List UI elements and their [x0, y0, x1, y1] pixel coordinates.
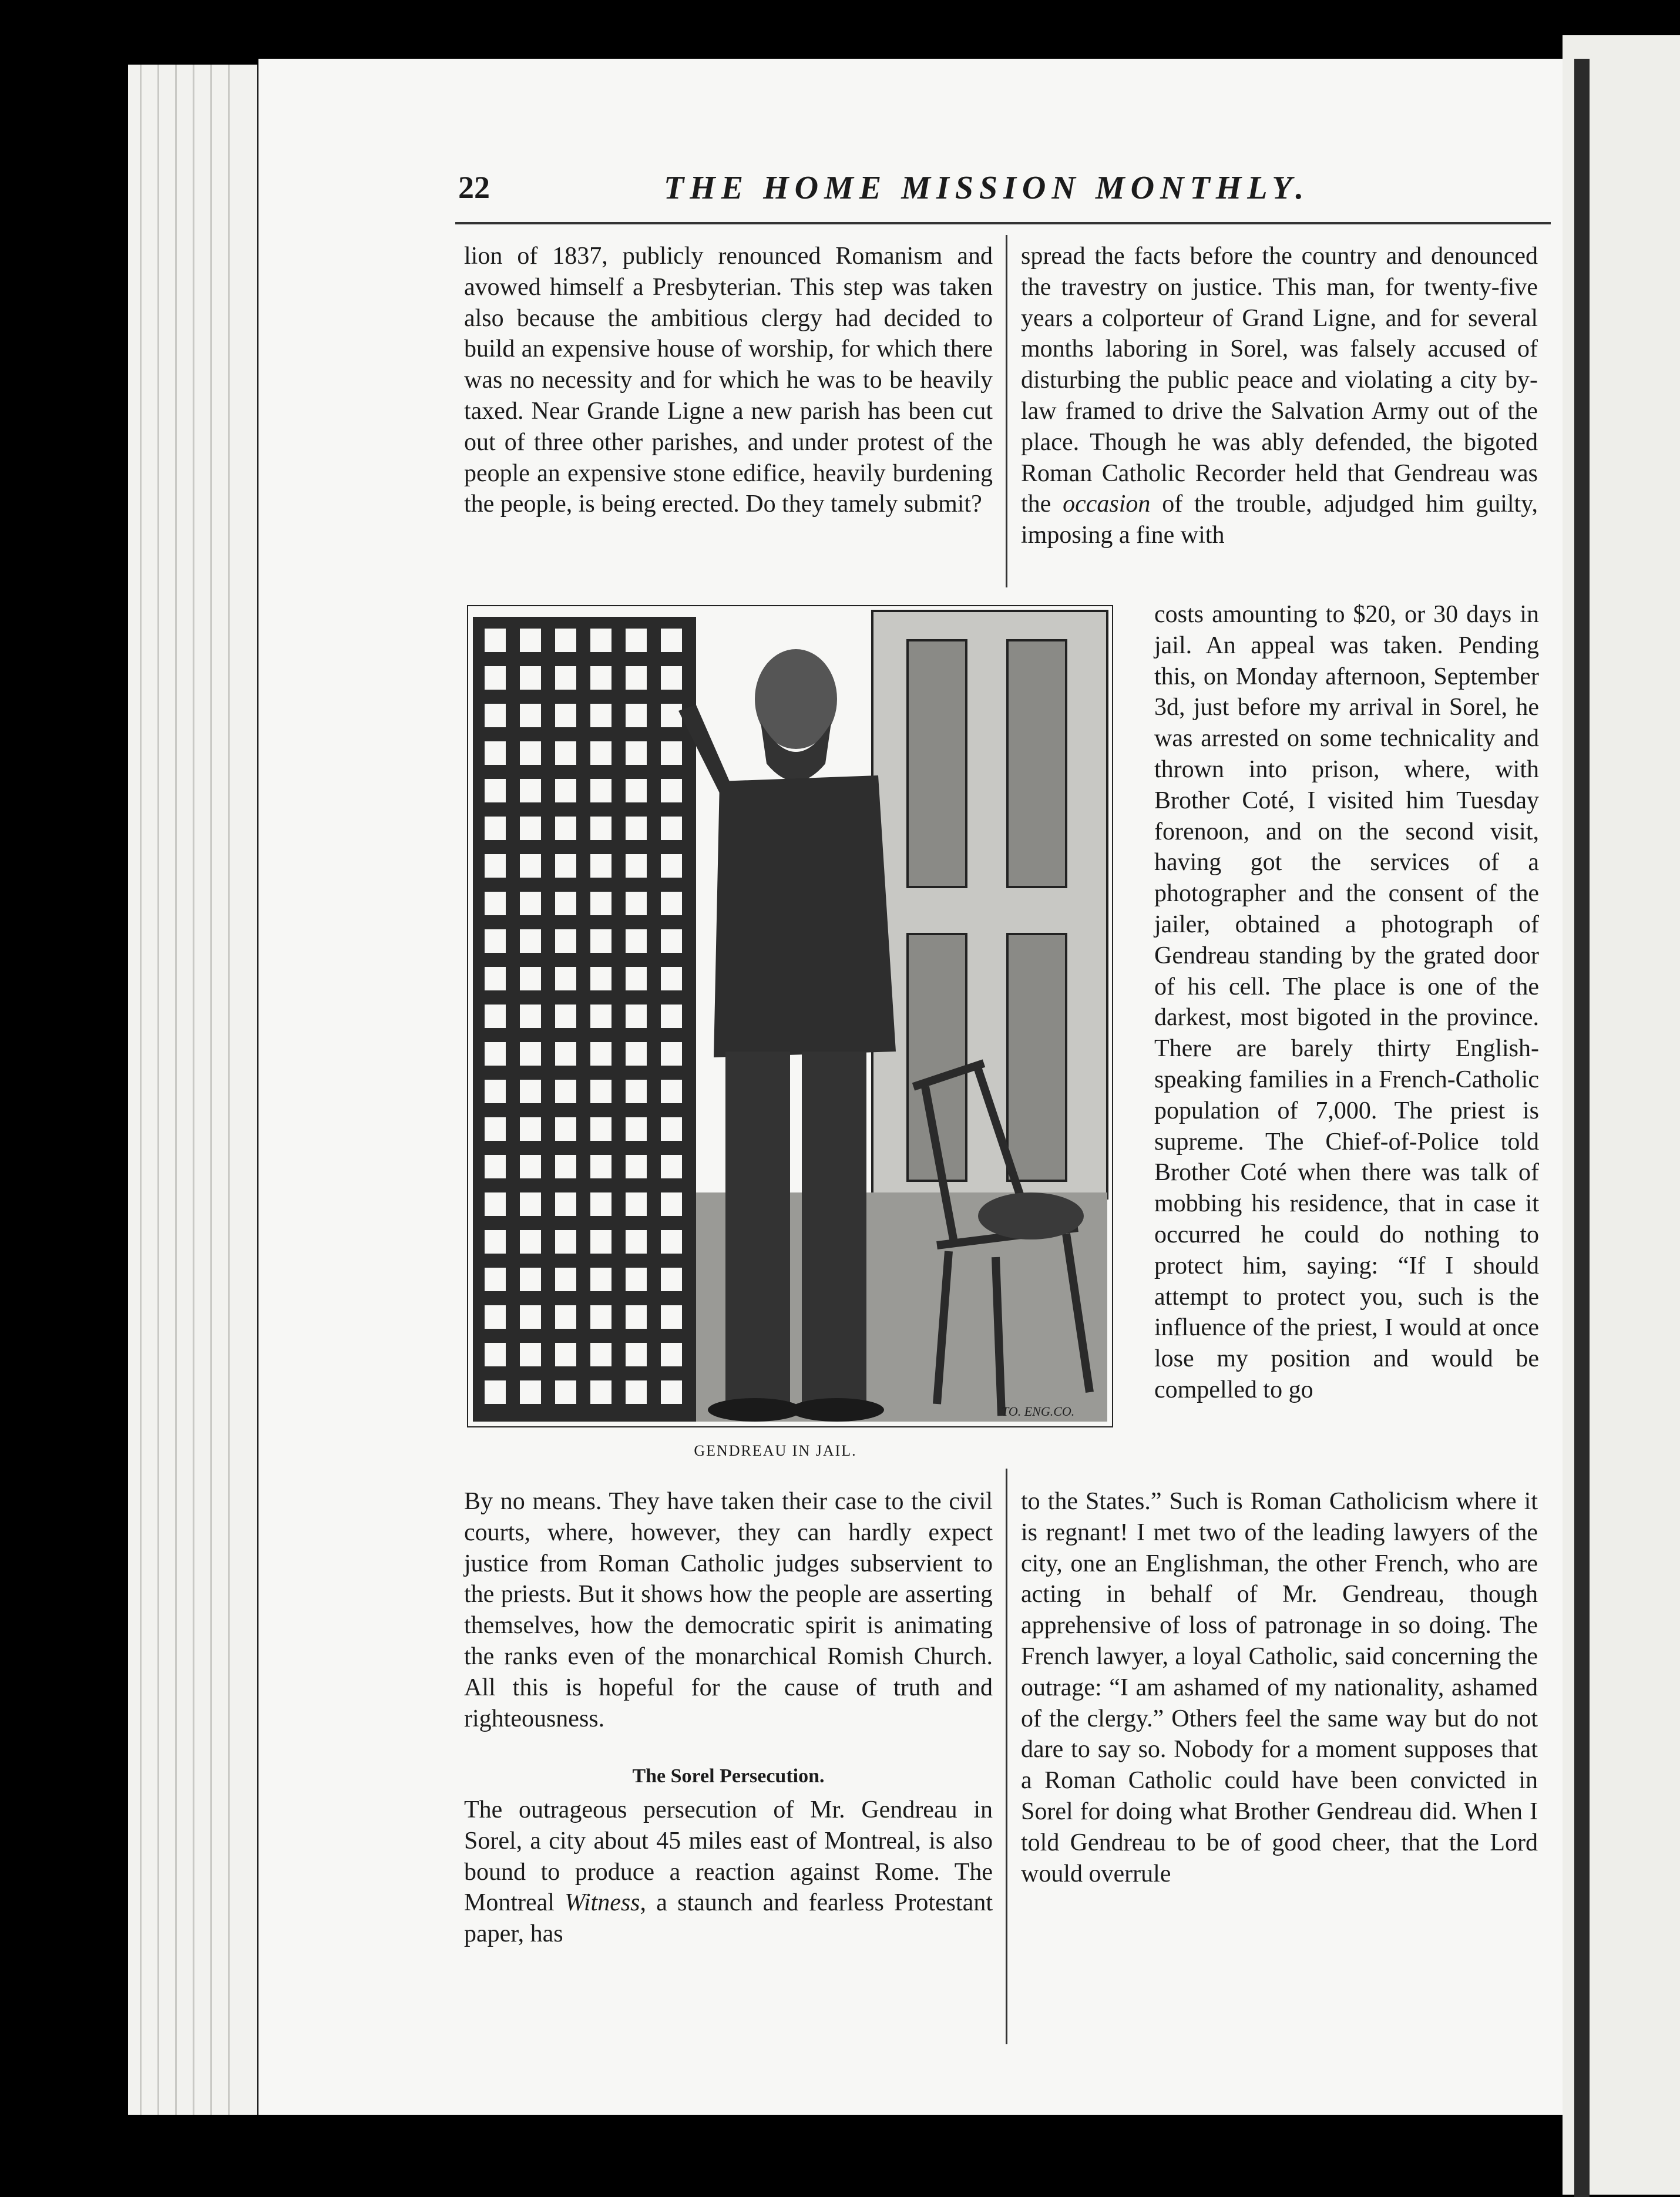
grate-opening — [590, 1380, 611, 1404]
grate-opening — [555, 854, 576, 878]
grate-opening — [626, 1343, 647, 1366]
grate-opening — [520, 967, 541, 990]
grate-opening — [626, 666, 647, 690]
page-gutter-shadow — [1574, 59, 1590, 2197]
grate-opening — [520, 629, 541, 652]
gendreau-jail-illustration — [467, 605, 1113, 1427]
grate-opening — [626, 1042, 647, 1066]
column-divider-top — [1006, 235, 1007, 587]
grate-opening — [520, 779, 541, 802]
grate-opening — [555, 817, 576, 840]
adjacent-page-strip — [1563, 35, 1680, 2195]
grate-opening — [485, 1192, 506, 1216]
grate-opening — [520, 1268, 541, 1291]
grate-opening — [661, 892, 682, 915]
grate-opening — [590, 1230, 611, 1254]
grate-opening — [555, 1380, 576, 1404]
grate-opening — [485, 1005, 506, 1028]
right-wrap-paragraph: costs amounting to $20, or 30 days in jail. An appeal was taken. Pending this, on Monday afternoon, September 3d, just before my arrival in Sorel, he was arrested on some technicality and thrown into prison, where, with Brother Coté, I visited him Tuesday forenoon, and on the second visit, having got the services of a photographer and the consent of the jailer, obtained a photograph of Gendreau standing by the grated door of his cell. The place is one of the darkest, most bigoted in the province. There are barely thirty English-speaking families in a French-Catholic population of 7,000. The priest is supreme. The Chief-of-Police told Brother Coté when there was talk of mobbing his residence, that in case it occurred he could do nothing to protect him, saying: “If I should attempt to protect you, such is the influence of the priest, I would at once lose my position and would be compelled to go — [1154, 601, 1539, 1403]
left-paragraph-3-text-a: The outrageous persecution of Mr. Gendreau in Sorel, a city about 45 miles east of Montreal, is also bound to produce a reaction against Rome. The Montreal — [464, 1796, 993, 1917]
page-edge-line — [228, 65, 230, 2115]
grate-opening — [485, 1305, 506, 1329]
grate-opening — [661, 854, 682, 878]
grate-opening — [485, 1268, 506, 1291]
grate-opening — [520, 892, 541, 915]
page-number: 22 — [458, 170, 490, 205]
grate-opening — [590, 741, 611, 765]
grate-opening — [661, 1042, 682, 1066]
grate-opening — [661, 741, 682, 765]
grate-opening — [626, 741, 647, 765]
grate-opening — [485, 1042, 506, 1066]
grate-opening — [626, 1005, 647, 1028]
grate-opening — [661, 1117, 682, 1141]
grate-opening — [520, 1305, 541, 1329]
grate-opening — [520, 1005, 541, 1028]
grate-opening — [555, 1192, 576, 1216]
grate-opening — [485, 817, 506, 840]
grate-opening — [555, 1005, 576, 1028]
grate-opening — [520, 704, 541, 727]
grate-opening — [520, 1343, 541, 1366]
grate-opening — [590, 1155, 611, 1178]
grate-opening — [555, 1268, 576, 1291]
grate-opening — [555, 1343, 576, 1366]
grate-opening — [555, 779, 576, 802]
grate-opening — [626, 1192, 647, 1216]
right-paragraph-1-italic: occasion — [1063, 491, 1151, 518]
grate-opening — [626, 1305, 647, 1329]
grate-opening — [485, 1155, 506, 1178]
grate-opening — [555, 1042, 576, 1066]
page-edge-line — [157, 65, 159, 2115]
grate-opening — [626, 1080, 647, 1103]
grate-opening — [626, 1380, 647, 1404]
left-paragraph-3-text-b: , a staunch and fearless Protestant paper, has — [464, 1889, 993, 1948]
grate-opening — [590, 666, 611, 690]
right-paragraph-1 — [1021, 241, 1538, 551]
grate-opening — [555, 1230, 576, 1254]
grate-opening — [590, 892, 611, 915]
left-paragraph-3-italic: Witness — [565, 1889, 640, 1917]
grate-opening — [520, 1155, 541, 1178]
grate-opening — [626, 1117, 647, 1141]
grate-opening — [590, 854, 611, 878]
page-header — [458, 169, 1551, 216]
grate-opening — [520, 1080, 541, 1103]
grate-opening — [626, 817, 647, 840]
grate-opening — [485, 629, 506, 652]
grate-opening — [485, 1117, 506, 1141]
grate-opening — [590, 1192, 611, 1216]
grate-opening — [626, 704, 647, 727]
grate-opening — [555, 1117, 576, 1141]
grate-opening — [626, 929, 647, 953]
page-edge-line — [210, 65, 212, 2115]
grate-opening — [520, 1230, 541, 1254]
grate-opening — [626, 779, 647, 802]
grate-opening — [590, 629, 611, 652]
grate-opening — [626, 967, 647, 990]
grate-opening — [590, 704, 611, 727]
grate-opening — [661, 629, 682, 652]
grate-opening — [661, 704, 682, 727]
grate-opening — [590, 929, 611, 953]
grate-opening — [590, 817, 611, 840]
grate-opening — [590, 1005, 611, 1028]
right-paragraph-1-text-a: spread the facts before the country and denounced the travestry on justice. This man, for twenty-five years a colporteur of Grand Ligne, and for several months laboring in Sorel, was falsely accused of disturbing the public peace and violating a city by-law framed to drive the Salvation Army out of the place. Though he was ably defended, the bigoted Roman Catholic Recorder held that Gendreau was the — [1021, 243, 1538, 518]
grate-opening — [555, 929, 576, 953]
grate-opening — [555, 1155, 576, 1178]
grate-opening — [626, 854, 647, 878]
grate-opening — [661, 1305, 682, 1329]
grate-opening — [520, 1117, 541, 1141]
grate-opening — [590, 1080, 611, 1103]
grate-opening — [485, 666, 506, 690]
stacked-page-edges — [128, 65, 257, 2115]
grate-opening — [590, 1343, 611, 1366]
grate-opening — [590, 1117, 611, 1141]
engraver-mark: TO. ENG.CO. — [1002, 1404, 1075, 1419]
grated-cell-door — [473, 617, 696, 1422]
grate-opening — [626, 1155, 647, 1178]
illustration-caption: GENDREAU IN JAIL. — [694, 1442, 857, 1459]
grate-opening — [590, 1042, 611, 1066]
grate-opening — [590, 967, 611, 990]
grate-opening — [485, 704, 506, 727]
grate-opening — [485, 1080, 506, 1103]
left-paragraph-3 — [464, 1795, 993, 1950]
grate-opening — [555, 666, 576, 690]
grate-opening — [626, 892, 647, 915]
grate-opening — [555, 892, 576, 915]
grate-opening — [555, 704, 576, 727]
grate-opening — [661, 1192, 682, 1216]
grate-opening — [520, 1192, 541, 1216]
grate-opening — [661, 967, 682, 990]
grate-opening — [661, 1005, 682, 1028]
grate-opening — [485, 741, 506, 765]
grate-opening — [485, 1343, 506, 1366]
grate-opening — [661, 929, 682, 953]
grate-opening — [661, 779, 682, 802]
grate-opening — [661, 666, 682, 690]
section-subheading: The Sorel Persecution. — [632, 1765, 825, 1787]
header-rule — [455, 222, 1551, 224]
grate-opening — [485, 854, 506, 878]
grate-opening — [555, 1305, 576, 1329]
grate-opening — [626, 1230, 647, 1254]
grate-opening — [590, 1305, 611, 1329]
grate-opening — [626, 629, 647, 652]
grate-opening — [555, 1080, 576, 1103]
running-head: THE HOME MISSION MONTHLY. — [664, 170, 1310, 206]
right-paragraph-1-text-b: of the trouble, adjudged him guilty, imposing a fine with — [1021, 491, 1538, 549]
grate-opening — [590, 1268, 611, 1291]
grate-opening — [485, 892, 506, 915]
grate-opening — [661, 1380, 682, 1404]
grate-opening — [520, 854, 541, 878]
grate-opening — [485, 1230, 506, 1254]
grate-opening — [590, 779, 611, 802]
grate-opening — [661, 1230, 682, 1254]
page-edge-line — [193, 65, 194, 2115]
grate-opening — [485, 779, 506, 802]
grate-opening — [520, 1042, 541, 1066]
page-edge-line — [175, 65, 177, 2115]
column-divider-bottom — [1006, 1469, 1007, 2044]
grate-opening — [520, 1380, 541, 1404]
grate-opening — [520, 929, 541, 953]
right-paragraph-2: to the States.” Such is Roman Catholicism where it is regnant! I met two of the leading lawyers of the city, one an Englishman, the other French, who are acting in behalf of Mr. Gendreau, though apprehensive of loss of patronage in so doing. The French lawyer, a loyal Catholic, said concerning the outrage: “I am ashamed of my nationality, ashamed of the clergy.” Others feel the same way but do not dare to say so. Nobody for a moment supposes that a Roman Catholic could have been convicted in Sorel for doing what Brother Gendreau did. When I told Gendreau to be of good cheer, that the Lord would overrule — [1021, 1488, 1538, 1887]
grate-opening — [485, 929, 506, 953]
grate-opening — [555, 629, 576, 652]
left-paragraph-2: By no means. They have taken their case to the civil courts, where, however, they can hardly expect justice from Roman Catholic judges subservient to the priests. But it shows how the people are asserting themselves, how the democratic spirit is animating the ranks even of the monarchical Romish Church. All this is hopeful for the cause of truth and righteousness. — [464, 1488, 993, 1732]
grate-opening — [661, 1080, 682, 1103]
grate-opening — [661, 1155, 682, 1178]
grate-opening — [661, 817, 682, 840]
grate-opening — [555, 741, 576, 765]
grate-opening — [520, 741, 541, 765]
page-edge-line — [140, 65, 142, 2115]
grate-opening — [485, 1380, 506, 1404]
grate-opening — [520, 817, 541, 840]
grate-opening — [485, 967, 506, 990]
grate-opening — [661, 1268, 682, 1291]
grate-opening — [661, 1343, 682, 1366]
grate-opening — [520, 666, 541, 690]
hat — [978, 1192, 1084, 1239]
left-paragraph-1: lion of 1837, publicly renounced Romanism and avowed himself a Presbyterian. This step was taken also because the ambitious clergy had decided to build an expensive house of worship, for which there was no necessity and for which he was to be heavily taxed. Near Grande Ligne a new parish has been cut out of three other parishes, and under protest of the people an expensive stone edifice, heavily burdening the people, is being erected. Do they tamely submit? — [464, 243, 993, 518]
grate-opening — [555, 967, 576, 990]
grate-opening — [626, 1268, 647, 1291]
